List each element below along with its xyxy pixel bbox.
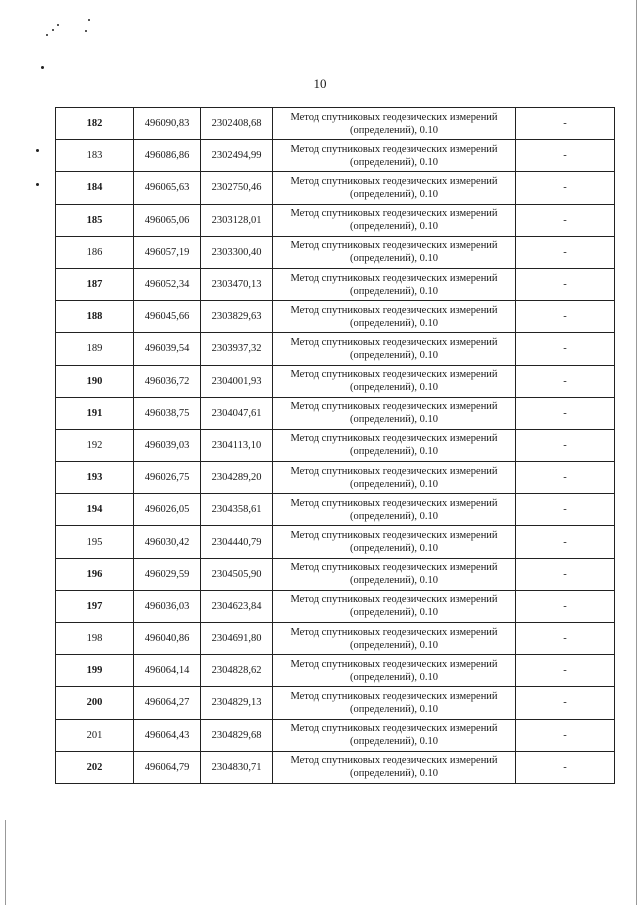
x-coordinate-cell: 496039,54 <box>134 333 201 365</box>
table-row <box>56 301 615 333</box>
method-cell <box>273 558 516 590</box>
x-coordinate-cell: 496038,75 <box>134 397 201 429</box>
method-cell <box>273 655 516 687</box>
method-line-1: Метод спутниковых геодезических измерений <box>290 336 498 348</box>
description-cell: - <box>516 719 615 751</box>
method-line-1: Метод спутниковых геодезических измерений <box>290 369 498 381</box>
point-number-cell: 184 <box>56 172 134 204</box>
y-coordinate-cell: 2302494,99 <box>201 140 273 172</box>
point-number-cell: 192 <box>56 429 134 461</box>
description-cell: - <box>516 397 615 429</box>
description-cell: - <box>516 268 615 300</box>
y-coordinate-cell: 2304829,68 <box>201 719 273 751</box>
scan-speck <box>57 24 59 26</box>
y-coordinate-cell: 2303128,01 <box>201 204 273 236</box>
description-cell: - <box>516 301 615 333</box>
table-row <box>56 655 615 687</box>
method-cell <box>273 687 516 719</box>
description-cell: - <box>516 751 615 783</box>
method-cell <box>273 268 516 300</box>
y-coordinate-cell: 2304623,84 <box>201 590 273 622</box>
table-row <box>56 365 615 397</box>
y-coordinate-cell: 2302408,68 <box>201 108 273 140</box>
table-row <box>56 397 615 429</box>
method-line-1: Метод спутниковых геодезических измерений <box>290 594 498 606</box>
method-cell <box>273 462 516 494</box>
method-line-2: (определений), 0.10 <box>349 446 439 458</box>
method-cell <box>273 172 516 204</box>
x-coordinate-cell: 496064,14 <box>134 655 201 687</box>
method-line-1: Метод спутниковых геодезических измерений <box>290 304 498 316</box>
point-number-cell: 193 <box>56 462 134 494</box>
table-row <box>56 687 615 719</box>
point-number-cell: 191 <box>56 397 134 429</box>
y-coordinate-cell: 2303470,13 <box>201 268 273 300</box>
description-cell: - <box>516 462 615 494</box>
description-cell: - <box>516 526 615 558</box>
y-coordinate-cell: 2304505,90 <box>201 558 273 590</box>
table-row <box>56 108 615 140</box>
method-line-2: (определений), 0.10 <box>349 285 439 297</box>
method-cell <box>273 108 516 140</box>
method-line-1: Метод спутниковых геодезических измерений <box>290 497 498 509</box>
method-cell <box>273 301 516 333</box>
y-coordinate-cell: 2304440,79 <box>201 526 273 558</box>
method-line-2: (определений), 0.10 <box>349 736 439 748</box>
description-cell: - <box>516 204 615 236</box>
method-line-1: Метод спутниковых геодезических измерений <box>290 401 498 413</box>
x-coordinate-cell: 496026,05 <box>134 494 201 526</box>
y-coordinate-cell: 2304047,61 <box>201 397 273 429</box>
table-row <box>56 140 615 172</box>
y-coordinate-cell: 2304001,93 <box>201 365 273 397</box>
x-coordinate-cell: 496030,42 <box>134 526 201 558</box>
method-line-2: (определений), 0.10 <box>349 221 439 233</box>
point-number-cell: 202 <box>56 751 134 783</box>
method-line-2: (определений), 0.10 <box>349 349 439 361</box>
point-number-cell: 186 <box>56 236 134 268</box>
method-cell <box>273 397 516 429</box>
y-coordinate-cell: 2303829,63 <box>201 301 273 333</box>
y-coordinate-cell: 2304289,20 <box>201 462 273 494</box>
method-cell <box>273 751 516 783</box>
method-line-2: (определений), 0.10 <box>349 317 439 329</box>
x-coordinate-cell: 496040,86 <box>134 623 201 655</box>
method-line-2: (определений), 0.10 <box>349 414 439 426</box>
point-number-cell: 183 <box>56 140 134 172</box>
method-line-2: (определений), 0.10 <box>349 607 439 619</box>
x-coordinate-cell: 496065,06 <box>134 204 201 236</box>
x-coordinate-cell: 496045,66 <box>134 301 201 333</box>
method-line-1: Метод спутниковых геодезических измерений <box>290 690 498 702</box>
y-coordinate-cell: 2304113,10 <box>201 429 273 461</box>
method-line-2: (определений), 0.10 <box>349 510 439 522</box>
x-coordinate-cell: 496064,27 <box>134 687 201 719</box>
method-line-1: Метод спутниковых геодезических измерений <box>290 240 498 252</box>
method-cell <box>273 494 516 526</box>
method-cell <box>273 365 516 397</box>
y-coordinate-cell: 2303937,32 <box>201 333 273 365</box>
description-cell: - <box>516 140 615 172</box>
point-number-cell: 197 <box>56 590 134 622</box>
x-coordinate-cell: 496026,75 <box>134 462 201 494</box>
x-coordinate-cell: 496064,43 <box>134 719 201 751</box>
method-cell <box>273 140 516 172</box>
method-cell <box>273 236 516 268</box>
x-coordinate-cell: 496036,72 <box>134 365 201 397</box>
scan-speck <box>36 183 39 186</box>
description-cell: - <box>516 429 615 461</box>
table-row <box>56 558 615 590</box>
method-line-1: Метод спутниковых геодезических измерений <box>290 175 498 187</box>
point-number-cell: 190 <box>56 365 134 397</box>
point-number-cell: 189 <box>56 333 134 365</box>
x-coordinate-cell: 496039,03 <box>134 429 201 461</box>
point-number-cell: 182 <box>56 108 134 140</box>
method-line-1: Метод спутниковых геодезических измерений <box>290 755 498 767</box>
point-number-cell: 198 <box>56 623 134 655</box>
method-cell <box>273 623 516 655</box>
scan-edge-line <box>5 820 6 905</box>
method-line-1: Метод спутниковых геодезических измерений <box>290 723 498 735</box>
y-coordinate-cell: 2304829,13 <box>201 687 273 719</box>
page-number: 10 <box>313 76 327 91</box>
point-number-cell: 196 <box>56 558 134 590</box>
scan-speck <box>41 66 44 69</box>
method-line-1: Метод спутниковых геодезических измерений <box>290 433 498 445</box>
description-cell: - <box>516 172 615 204</box>
table-row <box>56 526 615 558</box>
method-line-1: Метод спутниковых геодезических измерений <box>290 465 498 477</box>
method-line-2: (определений), 0.10 <box>349 156 439 168</box>
method-line-2: (определений), 0.10 <box>349 703 439 715</box>
x-coordinate-cell: 496036,03 <box>134 590 201 622</box>
scan-speck <box>46 34 48 36</box>
description-cell: - <box>516 333 615 365</box>
method-line-2: (определений), 0.10 <box>349 543 439 555</box>
method-line-2: (определений), 0.10 <box>349 478 439 490</box>
point-number-cell: 199 <box>56 655 134 687</box>
point-number-cell: 188 <box>56 301 134 333</box>
table-row <box>56 751 615 783</box>
description-cell: - <box>516 494 615 526</box>
scan-edge-line <box>636 0 637 905</box>
y-coordinate-cell: 2302750,46 <box>201 172 273 204</box>
description-cell: - <box>516 365 615 397</box>
method-line-2: (определений), 0.10 <box>349 253 439 265</box>
table-row <box>56 623 615 655</box>
scan-speck <box>52 29 54 31</box>
point-number-cell: 201 <box>56 719 134 751</box>
table-row <box>56 494 615 526</box>
x-coordinate-cell: 496086,86 <box>134 140 201 172</box>
description-cell: - <box>516 108 615 140</box>
point-number-cell: 185 <box>56 204 134 236</box>
method-line-1: Метод спутниковых геодезических измерений <box>290 208 498 220</box>
x-coordinate-cell: 496029,59 <box>134 558 201 590</box>
x-coordinate-cell: 496064,79 <box>134 751 201 783</box>
method-line-2: (определений), 0.10 <box>349 768 439 780</box>
scan-speck <box>88 19 90 21</box>
method-cell <box>273 333 516 365</box>
method-line-1: Метод спутниковых геодезических измерений <box>290 143 498 155</box>
method-line-1: Метод спутниковых геодезических измерений <box>290 272 498 284</box>
method-line-2: (определений), 0.10 <box>349 124 439 136</box>
method-cell <box>273 719 516 751</box>
method-line-2: (определений), 0.10 <box>349 671 439 683</box>
table-row <box>56 333 615 365</box>
description-cell: - <box>516 558 615 590</box>
method-line-2: (определений), 0.10 <box>349 382 439 394</box>
table-row <box>56 268 615 300</box>
method-line-2: (определений), 0.10 <box>349 188 439 200</box>
description-cell: - <box>516 236 615 268</box>
table-row <box>56 590 615 622</box>
method-line-1: Метод спутниковых геодезических измерений <box>290 626 498 638</box>
scan-speck <box>36 149 39 152</box>
point-number-cell: 195 <box>56 526 134 558</box>
y-coordinate-cell: 2304358,61 <box>201 494 273 526</box>
table-row <box>56 719 615 751</box>
table-row <box>56 429 615 461</box>
method-cell <box>273 526 516 558</box>
table-row <box>56 462 615 494</box>
point-number-cell: 200 <box>56 687 134 719</box>
scan-speck <box>85 30 87 32</box>
coordinates-table <box>55 107 615 784</box>
method-cell <box>273 429 516 461</box>
method-line-2: (определений), 0.10 <box>349 639 439 651</box>
x-coordinate-cell: 496090,83 <box>134 108 201 140</box>
description-cell: - <box>516 623 615 655</box>
description-cell: - <box>516 687 615 719</box>
method-line-1: Метод спутниковых геодезических измерений <box>290 562 498 574</box>
y-coordinate-cell: 2304828,62 <box>201 655 273 687</box>
table-row <box>56 172 615 204</box>
method-cell <box>273 204 516 236</box>
method-line-1: Метод спутниковых геодезических измерений <box>290 530 498 542</box>
x-coordinate-cell: 496052,34 <box>134 268 201 300</box>
x-coordinate-cell: 496065,63 <box>134 172 201 204</box>
method-line-1: Метод спутниковых геодезических измерений <box>290 658 498 670</box>
table-row <box>56 236 615 268</box>
table-row <box>56 204 615 236</box>
method-line-2: (определений), 0.10 <box>349 575 439 587</box>
point-number-cell: 187 <box>56 268 134 300</box>
method-line-1: Метод спутниковых геодезических измерений <box>290 111 498 123</box>
point-number-cell: 194 <box>56 494 134 526</box>
y-coordinate-cell: 2304830,71 <box>201 751 273 783</box>
y-coordinate-cell: 2303300,40 <box>201 236 273 268</box>
description-cell: - <box>516 590 615 622</box>
x-coordinate-cell: 496057,19 <box>134 236 201 268</box>
method-cell <box>273 590 516 622</box>
description-cell: - <box>516 655 615 687</box>
y-coordinate-cell: 2304691,80 <box>201 623 273 655</box>
